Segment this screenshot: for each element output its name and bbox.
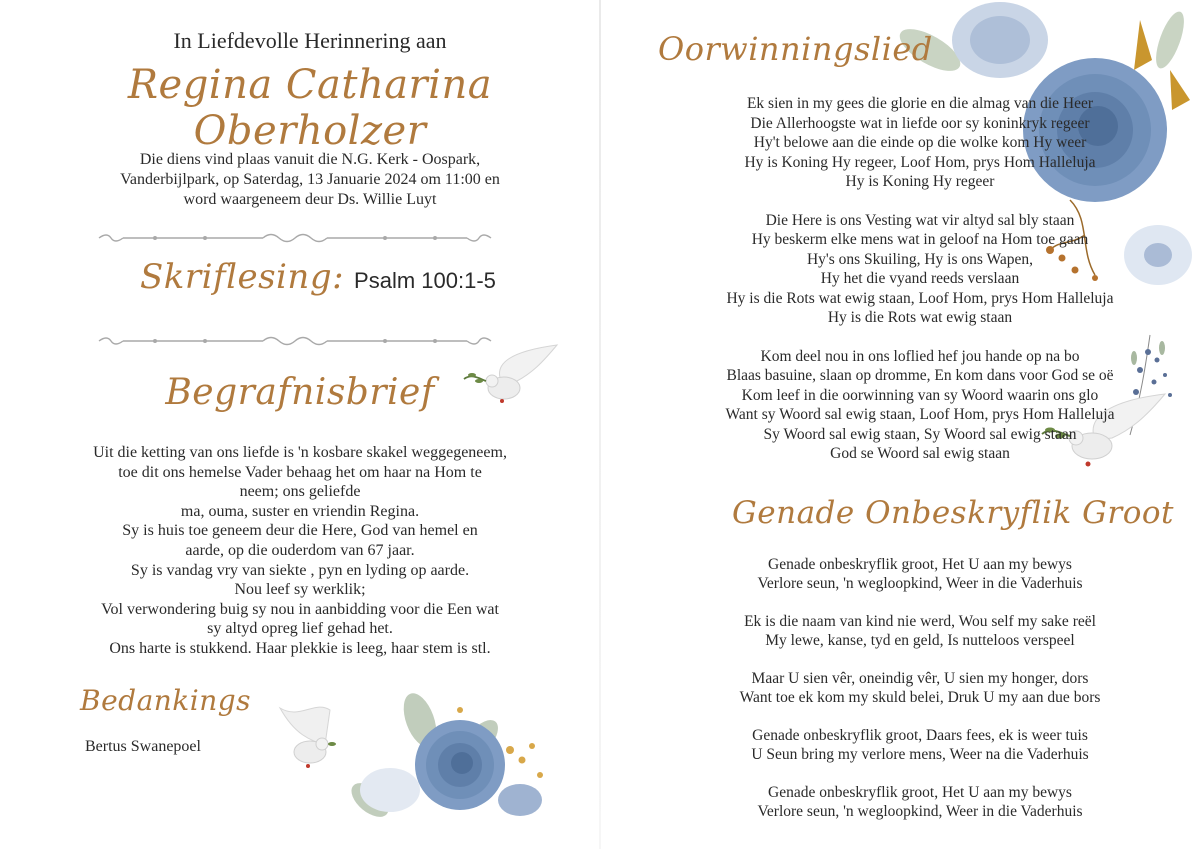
lyric-line: Hy is Koning Hy regeer [845,173,995,190]
scroll-divider-icon [95,333,495,349]
song1-lyrics [600,94,1200,483]
lyric-line: Die Here is ons Vesting wat vir altyd sal bly staan [765,211,1075,229]
service-line: Vanderbijlpark, op Saterdag, 13 Januarie 2024 om 11:00 en [120,171,500,188]
lyric-line: Hy is die Rots wat ewig staan [827,309,1013,326]
lyric-line: Hy is die Rots wat ewig staan, Loof Hom, prys Hom Halleluja [726,289,1114,307]
letter-line: neem; ons geliefde [239,483,361,501]
lyric-line: Verlore seun, 'n wegloopkind, Weer in die Vaderhuis [757,803,1083,820]
lyric-line: My lewe, kanse, tyd en geld, Is nutteloos verspeel [765,632,1075,649]
lyric-line: Kom deel nou in ons loflied hef jou hande op na bo [760,347,1080,365]
letter-line: sy altyd opreg lief gehad het. [207,620,393,638]
reading-reference: Psalm 100:1-5 [354,268,496,293]
lyric-line: Maar U sien vêr, oneindig vêr, U sien my honger, dors [751,670,1089,687]
letter-line: Sy is vandag vry van siekte , pyn en lyding op aarde. [130,561,470,579]
memorial-heading: In Liefdevolle Herinnering aan [173,28,447,53]
stanza [600,726,1200,764]
service-line: word waargeneem deur Ds. Willie Luyt [183,191,437,208]
stanza [600,347,1200,464]
lyric-line: Want toe ek kom my skuld belei, Druk U my aan due bors [739,689,1101,706]
lyric-line: God se Woord sal ewig staan [830,445,1010,462]
lyric-line: Ek sien in my gees die glorie en die almag van die Heer [746,95,1094,112]
right-page [600,0,1200,849]
service-line: Die diens vind plaas vanuit die N.G. Kerk - Oospark, [139,151,481,168]
letter-line: Nou leef sy werklik; [234,581,366,599]
lyric-line: Ek is die naam van kind nie werd, Wou self my sake reël [744,613,1096,630]
deceased-name: Regina Catharina Oberholzer [127,62,493,154]
stanza [600,612,1200,650]
thanks-name: Bertus Swanepoel [85,738,201,755]
lyric-line: Kom leef in die oorwinning van sy Woord waarin ons glo [741,386,1099,404]
letter-line: aarde, op die ouderdom van 67 jaar. [185,541,415,559]
lyric-line: Hy't belowe aan die einde op die wolke kom Hy weer [753,134,1087,151]
stanza [600,94,1200,192]
lyric-line: Genade onbeskryflik groot, Het U aan my bewys [768,784,1072,801]
lyric-line: Genade onbeskryflik groot, Daars fees, ek is weer tuis [752,727,1088,744]
rose-bouquet-icon [270,680,570,840]
lyric-line: Want sy Woord sal ewig staan, Loof Hom, prys Hom Halleluja [725,406,1115,423]
lyric-line: Hy het die vyand reeds verslaan [820,270,1020,287]
letter-line: toe dit ons hemelse Vader behaag het om haar na Hom te [118,463,482,481]
reading-label: Skriflesing: [140,257,345,297]
letter-line: ma, ouma, suster en vriendin Regina. [180,502,420,520]
lyric-line: U Seun bring my verlore mens, Weer na die Vaderhuis [751,746,1089,763]
letter-line: Uit die ketting van ons liefde is 'n kosbare skakel weggegeneem, [93,444,507,461]
letter-line: Sy is huis toe geneem deur die Here, God van hemel en [122,522,478,540]
thanks-title: Bedankings [80,684,252,717]
stanza [600,211,1200,328]
farewell-letter [0,443,600,659]
song2-title: Genade Onbeskryflik Groot [732,495,1175,531]
service-details [0,150,620,210]
lyric-line: Verlore seun, 'n wegloopkind, Weer in die Vaderhuis [757,575,1083,592]
lyric-line: Hy beskerm elke mens wat in geloof na Hom toe gaan [751,231,1089,248]
song1-title: Oorwinningslied [658,30,933,68]
letter-line: Vol verwondering buig sy nou in aanbidding voor die Een wat [101,600,499,618]
letter-line: Ons harte is stukkend. Haar plekkie is leeg, haar stem is stl. [109,639,491,657]
lyric-line: Hy is Koning Hy regeer, Loof Hom, prys Hom Halleluja [744,153,1096,171]
lyric-line: Blaas basuine, slaan op dromme, En kom dans voor God se oë [726,367,1114,384]
lyric-line: Die Allerhoogste wat in liefde oor sy koninkryk regeer [750,114,1090,132]
lyric-line: Genade onbeskryflik groot, Het U aan my bewys [768,556,1072,573]
song2-lyrics [600,555,1200,821]
lyric-line: Sy Woord sal ewig staan, Sy Woord sal ewig staan [763,425,1077,443]
lyric-line: Hy's ons Skuiling, Hy is ons Wapen, [806,250,1034,268]
stanza [600,783,1200,821]
scroll-divider-icon [95,230,495,246]
stanza [600,555,1200,593]
letter-title: Begrafnisbrief [165,372,435,413]
scripture-reading [140,257,496,297]
stanza [600,669,1200,707]
